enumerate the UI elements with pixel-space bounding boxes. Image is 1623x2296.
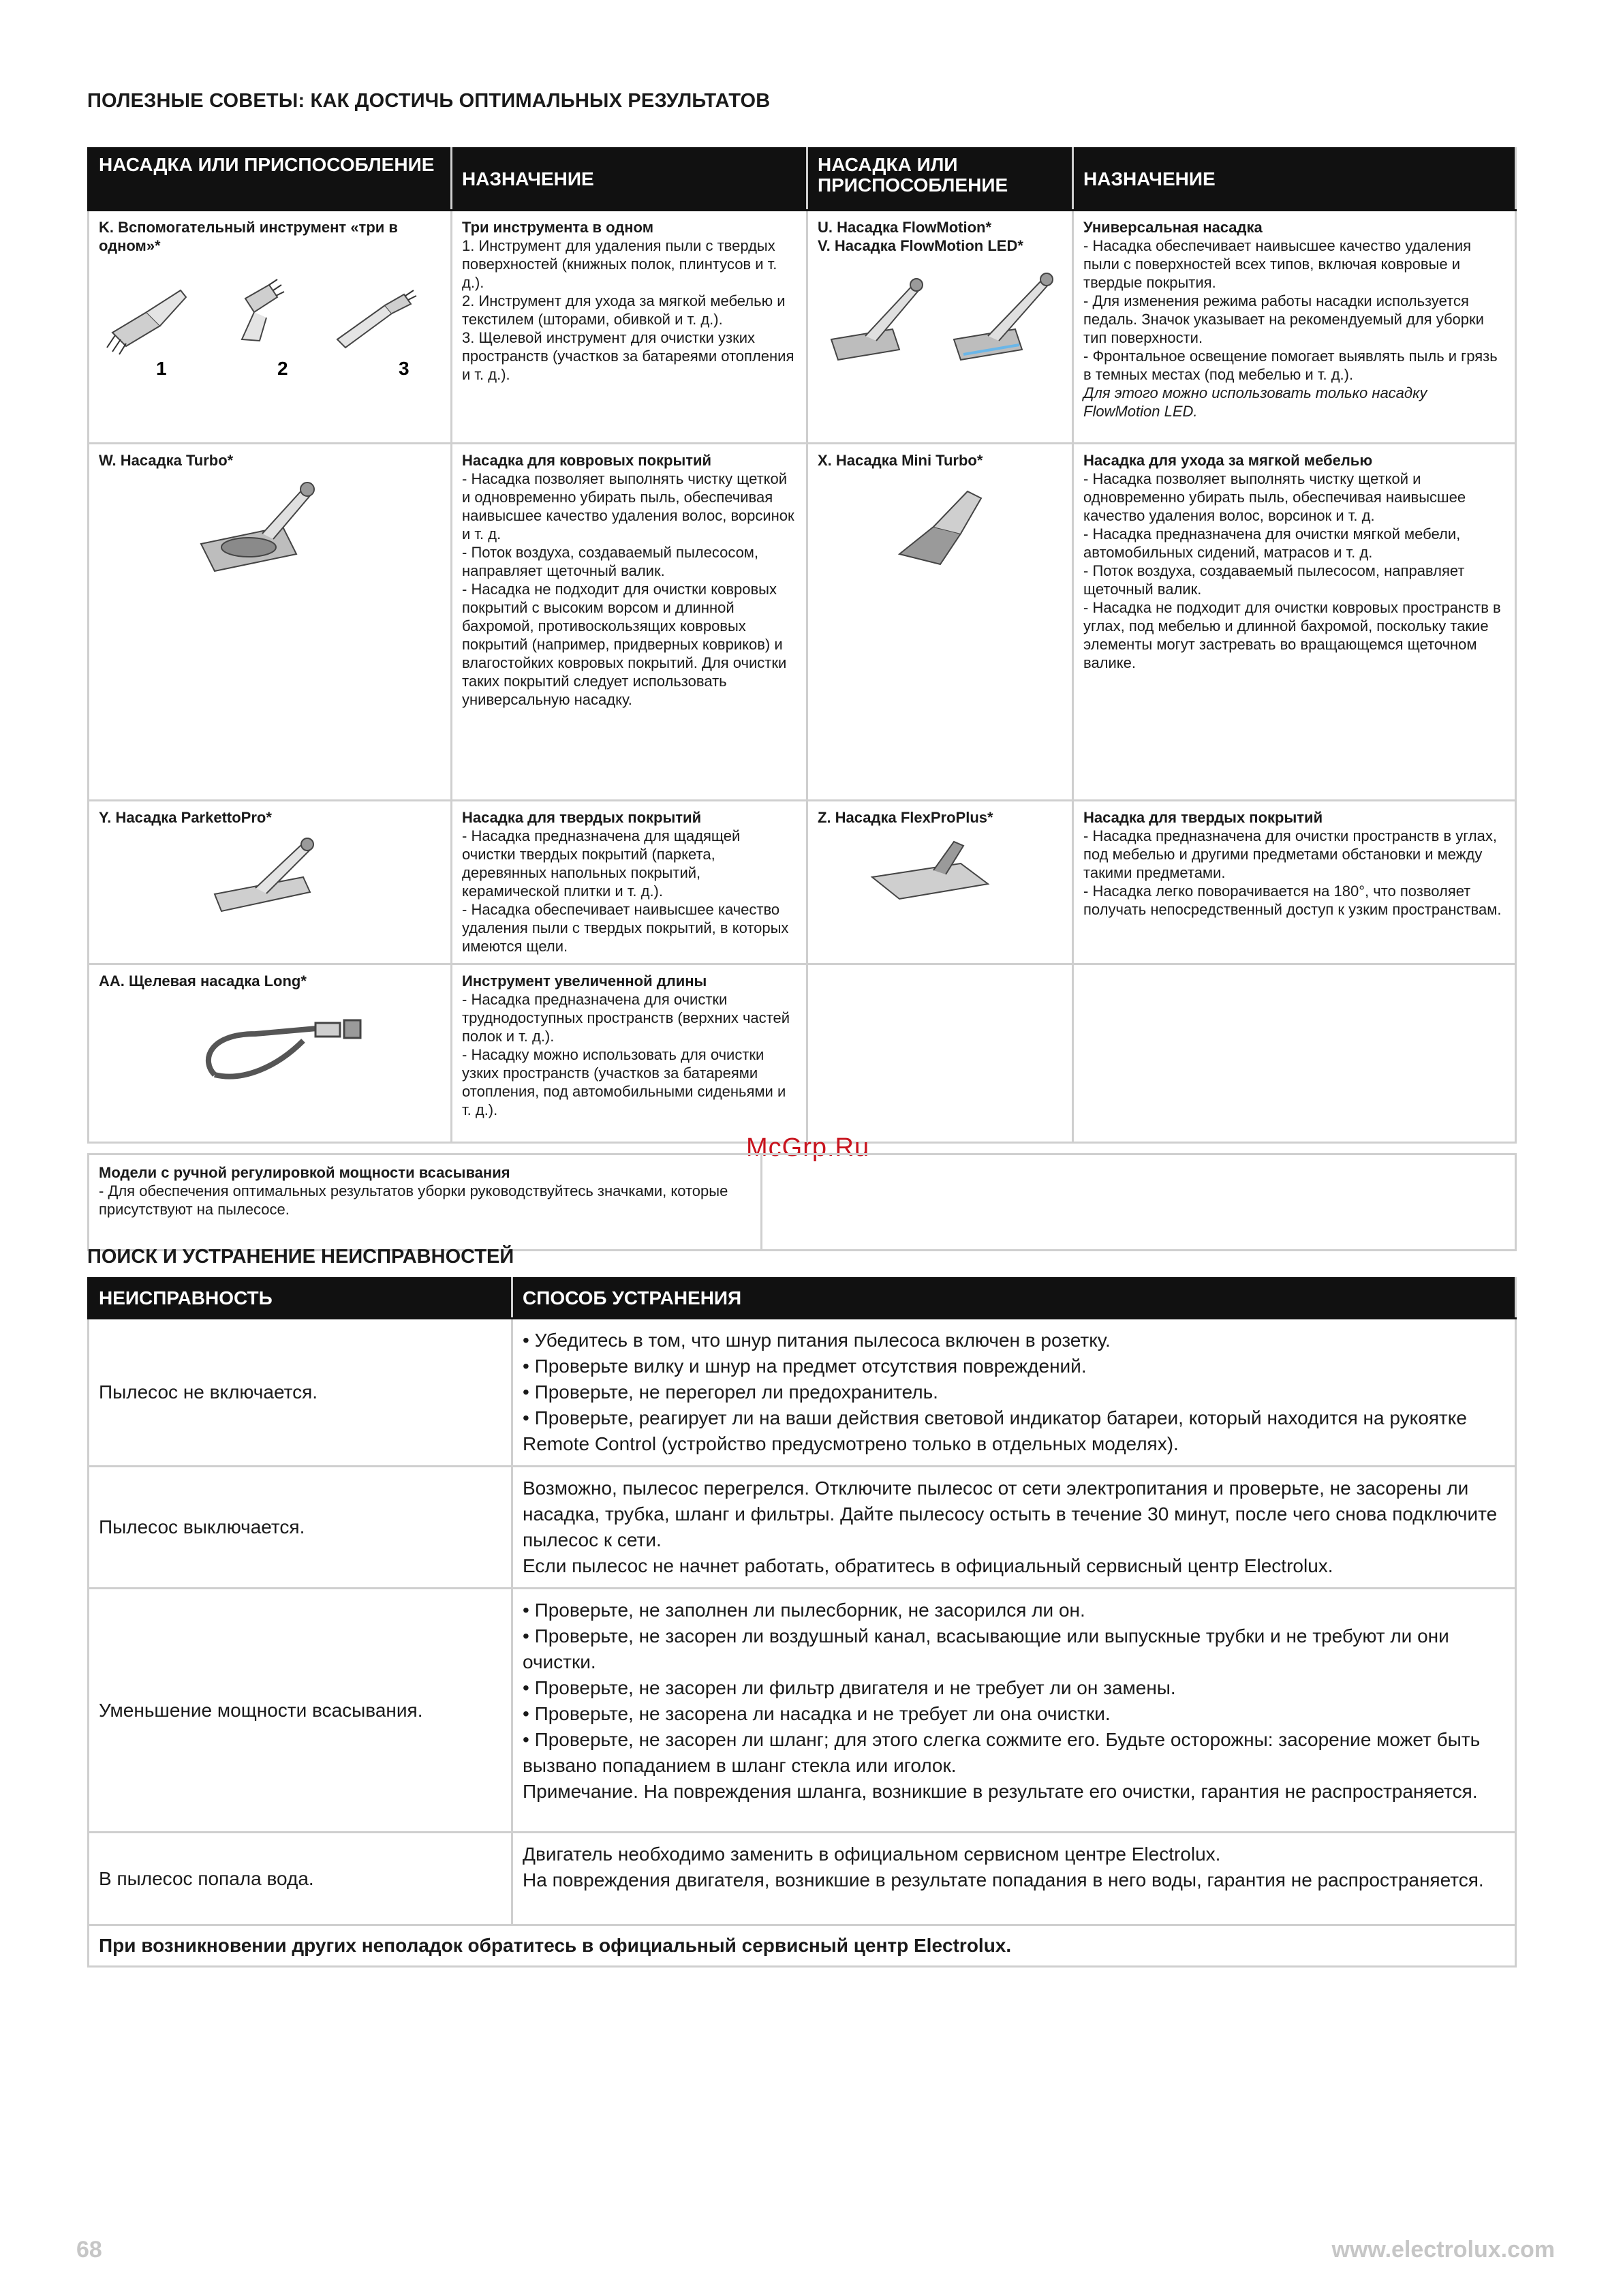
long-crevice-tool-illustration [99,1000,439,1088]
purpose-cell-aa [452,964,807,1143]
troubleshooting-title: ПОИСК И УСТРАНЕНИЕ НЕИСПРАВНОСТЕЙ [87,1246,514,1268]
purpose-text-k: 1. Инструмент для удаления пыли с твердых поверхностей (книжных полок, плинтусов и т. д.). 2. Инструмент для ухода за мягкой мебелью и текстилем (шторами, обивкой и т. д.). 3. Щелевой инструмент для очистки узких пространств (участков за батареями отопления и т. д.). [462,237,794,383]
manual-power-text: - Для обеспечения оптимальных результатов уборки руководствуйтесь значками, которые присутствуют на пылесосе. [99,1182,728,1218]
purpose-title-aa: Инструмент увеличенной длины [462,973,707,990]
mini-turbo-nozzle-icon [899,491,981,564]
problem-cell: В пылесос попала вода. [89,1833,512,1925]
purpose-cell-y [452,801,807,964]
manual-power-title: Модели с ручной регулировкой мощности всасывания [99,1164,510,1181]
purpose-text-w: - Насадка позволяет выполнять чистку щеткой и одновременно убирать пыль, обеспечивая наивысшее качество удаления волос, ворсинок и т. д. - Поток воздуха, создаваемый пылесосом, направляет щеточный валик. - Насадка не подходит для очистки ковровых покрытий с высоким ворсом и длинной бахромой, противоскользящих ковровых покрытий (например, придверных ковриков) и влагостойких ковровых покрытий. Для очистки таких покрытий следует использовать универсальную насадку. [462,470,794,708]
flowmotion-nozzle-illustration [818,264,1063,367]
tool-label-1: 1 [156,358,167,379]
turbo-nozzle-illustration [99,479,439,575]
accessory-name-k: K. Вспомогательный инструмент «три в одном»* [99,219,398,254]
accessory-name-z: Z. Насадка FlexProPlus* [818,809,993,826]
purpose-title-y: Насадка для твердых покрытий [462,809,702,826]
watermark: McGrp.Ru [746,1133,870,1162]
troubleshooting-header-row [89,1279,1516,1319]
header-purpose-1: НАЗНАЧЕНИЕ [452,149,807,211]
purpose-text-x: - Насадка позволяет выполнять чистку щеткой и одновременно убирать пыль, обеспечивая наивысшее качество удаления волос, ворсинок и т. д. - Насадка предназначена для очистки мягкой мебели, автомобильных сидений, матрасов и т. д. - Поток воздуха, создаваемый пылесосом, направляет щеточный валик. - Насадка не подходит для очистки ковровых пространств в углах, под мебелью и длинной бахромой, поскольку такие элементы могут застревать во вращающемся щеточном валике. [1083,470,1501,671]
accessory-name-w: W. Насадка Turbo* [99,452,234,469]
troubleshooting-table [87,1277,1517,1968]
upholstery-tool-icon [242,279,284,341]
table-row [89,1467,1516,1589]
crevice-tool-icon [337,290,416,348]
header-accessory-2: НАСАДКА ИЛИ ПРИСПОСОБЛЕНИЕ [807,149,1073,211]
three-in-one-tool-illustration [99,264,439,380]
table-row [89,964,1516,1143]
problem-cell: Пылесос выключается. [89,1467,512,1589]
page-title: ПОЛЕЗНЫЕ СОВЕТЫ: КАК ДОСТИЧЬ ОПТИМАЛЬНЫХ РЕЗУЛЬТАТОВ [87,90,771,112]
accessory-name-u: U. Насадка FlowMotion* V. Насадка FlowMotion LED* [818,219,1023,254]
purpose-title-k: Три инструмента в одном [462,219,653,236]
purpose-cell-k [452,211,807,444]
long-crevice-tool-icon [208,1020,360,1077]
accessory-cell-x [807,444,1073,801]
accessory-name-aa: AA. Щелевая насадка Long* [99,973,307,990]
dusting-brush-icon [107,290,186,354]
accessory-cell-u [807,211,1073,444]
accessory-cell-k [89,211,452,444]
accessory-cell-z [807,801,1073,964]
table-row [89,444,1516,801]
tool-label-3: 3 [399,358,409,379]
empty-cell [807,964,1073,1143]
table-row [89,1589,1516,1833]
solution-cell: Возможно, пылесос перегрелся. Отключите пылесос от сети электропитания и проверьте, не засорены ли насадка, трубка, шланг и фильтры. Дайте пылесосу остыть в течение 30 минут, после чего снова подключите пылесос к сети. Если пылесос не начнет работать, обратитесь в официальный сервисный центр Electrolux. [512,1467,1516,1589]
tool-label-2: 2 [277,358,288,379]
purpose-title-w: Насадка для ковровых покрытий [462,452,712,469]
flexproplus-nozzle-illustration [818,836,1063,911]
accessory-name-x: X. Насадка Mini Turbo* [818,452,983,469]
problem-cell: Уменьшение мощности всасывания. [89,1589,512,1833]
solution-cell: • Убедитесь в том, что шнур питания пылесоса включен в розетку. • Проверьте вилку и шнур на предмет отсутствия повреждений. • Проверьте, не перегорел ли предохранитель. • Проверьте, реагирует ли на ваши действия световой индикатор батареи, который находится на рукоятке Remote Control (устройство предусмотрено только в отдельных моделях). [512,1319,1516,1467]
accessories-header-row [89,149,1516,211]
turbo-nozzle-icon [201,483,314,571]
purpose-title-z: Насадка для твердых покрытий [1083,809,1323,826]
purpose-cell-u [1073,211,1516,444]
purpose-text-z: - Насадка предназначена для очистки пространств в углах, под мебелью и другими предметами обстановки и между такими предметами. - Насадка легко поворачивается на 180°, что позволяет получать непосредственный доступ к узким пространствам. [1083,827,1502,918]
purpose-text-u: - Насадка обеспечивает наивысшее качество удаления пыли с поверхностей всех типов, включая ковровые и твердые покрытия. - Для изменения режима работы насадки используется педаль. Значок указывает на рекомендуемый для уборки тип поверхности. - Фронтальное освещение помогает выявлять пыль и грязь в темных местах (под мебелью и т. д.). [1083,237,1498,383]
table-row [89,1833,1516,1925]
solution-cell: Двигатель необходимо заменить в официальном сервисном центре Electrolux. На повреждения двигателя, возникшие в результате попадания в него воды, гарантия не распространяется. [512,1833,1516,1925]
purpose-cell-x [1073,444,1516,801]
purpose-text-y: - Насадка предназначена для щадящей очистки твердых покрытий (паркета, деревянных напольных покрытий, керамической плитки и т. д.). - Насадка обеспечивает наивысшее качество удаления пыли с твердых покрытий, в которых имеются щели. [462,827,789,955]
troubleshooting-footer: При возникновении других неполадок обратитесь в официальный сервисный центр Electrolux. [89,1925,1516,1967]
table-row [89,801,1516,964]
accessories-table [87,147,1517,1144]
header-purpose-2: НАЗНАЧЕНИЕ [1073,149,1516,211]
accessory-cell-w [89,444,452,801]
mini-turbo-nozzle-illustration [818,479,1063,568]
header-solution: СПОСОБ УСТРАНЕНИЯ [512,1279,1516,1319]
accessory-cell-y [89,801,452,964]
website-link[interactable]: www.electrolux.com [1331,2237,1555,2263]
purpose-text-aa: - Насадка предназначена для очистки труднодоступных пространств (верхних частей полок и т. д.). - Насадку можно использовать для очистки узких пространств (участков за батареями отопления, под автомобильными сиденьями и т. д.). [462,991,790,1118]
purpose-title-x: Насадка для ухода за мягкой мебелью [1083,452,1373,469]
parkettopro-nozzle-icon [215,838,313,911]
header-accessory-1: НАСАДКА ИЛИ ПРИСПОСОБЛЕНИЕ [89,149,452,211]
solution-cell: • Проверьте, не заполнен ли пылесборник, не засорился ли он. • Проверьте, не засорен ли воздушный канал, всасывающие или выпускные трубки и не требуют ли они очистки. • Проверьте, не засорен ли фильтр двигателя и не требует ли он замены. • Проверьте, не засорена ли насадка и не требует ли она очистки. • Проверьте, не засорен ли шланг; для этого слегка сожмите его. Будьте осторожны: засорение может быть вызвано попаданием в шланг стекла или иголок. Примечание. На повреждения шланга, возникшие в результате его очистки, гарантия не распространяется. [512,1589,1516,1833]
table-row [89,1925,1516,1967]
manual-power-box [87,1153,1517,1251]
table-row [89,211,1516,444]
purpose-cell-z [1073,801,1516,964]
purpose-cell-w [452,444,807,801]
flexproplus-nozzle-icon [872,842,988,899]
flowmotion-nozzle-icon [831,279,923,360]
manual-power-cell [89,1154,762,1251]
accessory-cell-aa [89,964,452,1143]
empty-cell [762,1154,1516,1251]
purpose-title-u: Универсальная насадка [1083,219,1263,236]
empty-cell [1073,964,1516,1143]
purpose-note-u: Для этого можно использовать только насадку FlowMotion LED. [1083,384,1427,420]
parkettopro-nozzle-illustration [99,836,439,918]
problem-cell: Пылесос не включается. [89,1319,512,1467]
accessory-name-y: Y. Насадка ParkettoPro* [99,809,272,826]
page-number: 68 [76,2237,102,2263]
table-row [89,1319,1516,1467]
header-problem: НЕИСПРАВНОСТЬ [89,1279,512,1319]
flowmotion-led-nozzle-icon [954,273,1053,360]
